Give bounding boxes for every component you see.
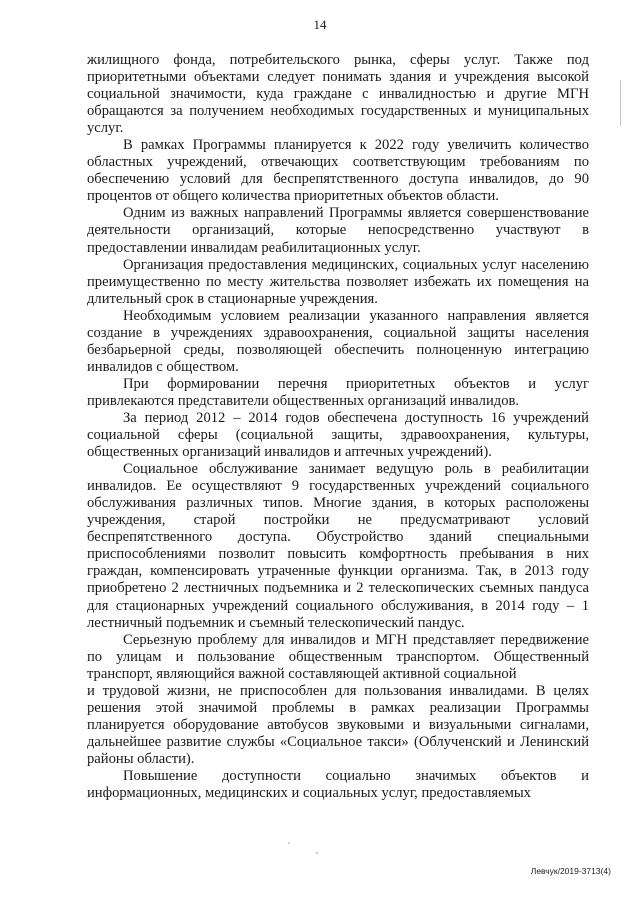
page-number: 14 — [313, 17, 327, 32]
paragraph: Организация предоставления медицинских, социальных услуг населению преимущественно по месту жительства позволяет избежать их помещения на длительный срок в стационарные учреждения. — [87, 256, 589, 307]
paragraph: Необходимым условием реализации указанного направления является создание в учреждениях здравоохранения, социальной защиты населения безбарьерной среды, позволяющей обеспечить полноценную интеграцию инвалидов с обществом. — [87, 307, 589, 375]
paragraph: За период 2012 – 2014 годов обеспечена доступность 16 учреждений социальной сферы (социальной защиты, здравоохранения, культуры, общественных организаций инвалидов и аптечных учреждений). — [87, 409, 589, 461]
paragraph: Социальное обслуживание занимает ведущую роль в реабилитации инвалидов. Ее осуществляют 9 государственных учреждений социального обслуживания различных типов. Многие здания, в которых расположены учреждения, старой постройки не предусматривают условий беспрепятственного доступа. Обустройство зданий специальными приспособлениями позволит повысить комфортность пребывания в них граждан, компенсировать утраченные функции организма. Так, в 2013 году приобретено 2 лестничных подъемника и 2 телескопических съемных пандуса для стационарных учреждений социального обслуживания, в 2014 году – 1 лестничный подъемник и съемный телескопический пандус. — [87, 461, 589, 631]
scan-dot — [316, 852, 318, 854]
body-text — [87, 52, 589, 802]
scan-margin-mark — [620, 80, 621, 126]
scan-dot — [288, 842, 290, 844]
paragraph: При формировании перечня приоритетных объектов и услуг привлекаются представители общественных организаций инвалидов. — [87, 375, 589, 409]
paragraph: Повышение доступности социально значимых объектов и информационных, медицинских и социальных услуг, предоставляемых — [87, 767, 589, 802]
paragraph: Одним из важных направлений Программы является совершенствование деятельности организаций, которые непосредственно участвуют в предоставлении инвалидам реабилитационных услуг. — [87, 205, 589, 256]
paragraph: Серьезную проблему для инвалидов и МГН представляет передвижение по улицам и пользование общественным транспортом. Общественный транспорт, являющийся важной составляющей активной социальной — [87, 631, 589, 682]
paragraph: жилищного фонда, потребительского рынка, сферы услуг. Также под приоритетными объектами следует понимать здания и учреждения высокой социальной значимости, куда граждане с инвалидностью и другие МГН обращаются за получением необходимых государственных и муниципальных услуг. — [87, 52, 589, 137]
paragraph: и трудовой жизни, не приспособлен для пользования инвалидами. В целях решения этой значимой проблемы в рамках реализации Программы планируется оборудование автобусов звуковыми и визуальными сигналами, дальнейшее развитие службы «Социальное такси» (Облученский и Ленинский районы области). — [87, 682, 589, 767]
document-reference: Левчук/2019-3713(4) — [530, 866, 611, 876]
paragraph: В рамках Программы планируется к 2022 году увеличить количество областных учреждений, отвечающих соответствующим требованиям по обеспечению условий для беспрепятственного доступа инвалидов, до 90 процентов от общего количества приоритетных объектов области. — [87, 137, 589, 205]
